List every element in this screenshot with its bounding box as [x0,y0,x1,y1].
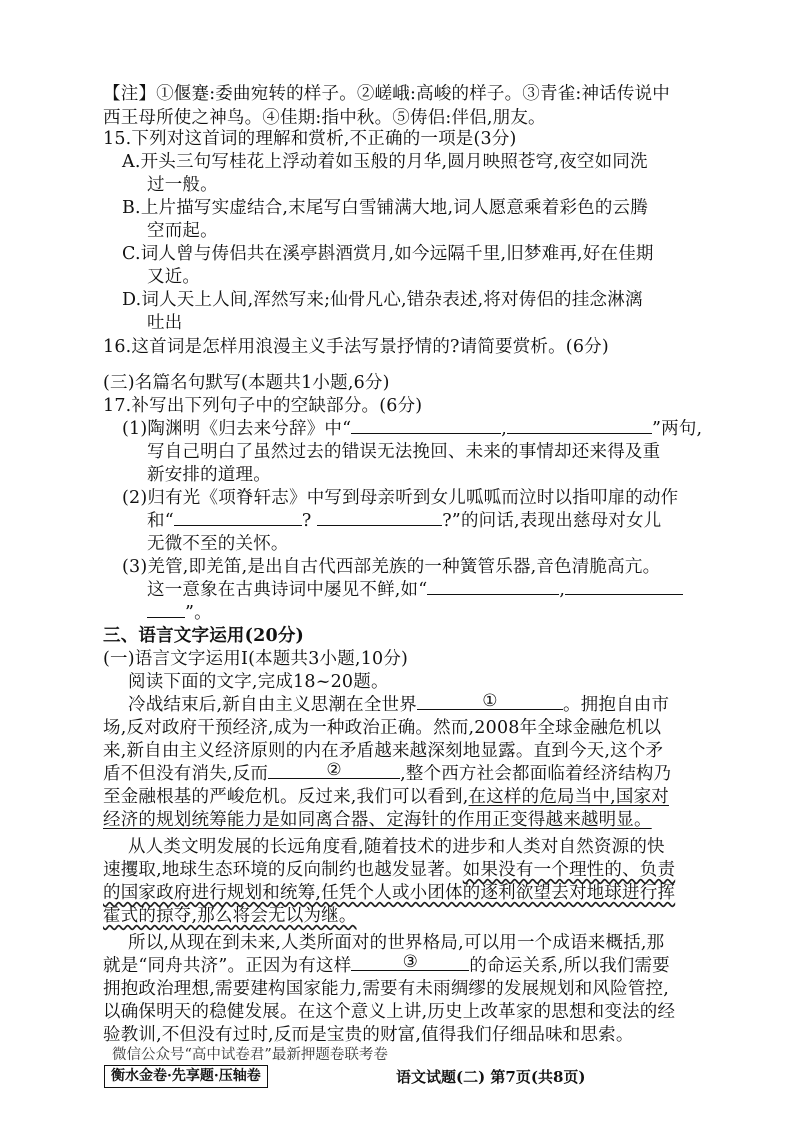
q15-option-d-line1: D.词人天上人间,浑然写来;仙骨凡心,错杂表述,将对俦侣的挂念淋漓 [122,290,643,310]
para1-text: ,整个西方社会都面临着经济结构乃 [400,764,672,784]
note-line-1: 【注】①偃蹇:委曲宛转的样子。②嵯峨:高峻的样子。③青雀:神话传说中 [103,84,670,104]
para2-line2 [103,859,675,881]
q17-item-1-text: (1)陶渊明《归去来兮辞》中“ [122,419,352,439]
note-line-2: 西王母所使之神鸟。④佳期:指中秋。⑤俦侣:伴侣,朋友。 [103,108,546,128]
q15-option-d-line2: 吐出 [147,313,183,333]
underlined-sentence: 在这样的危局当中,国家对 [468,787,669,807]
para1-line3: 来,新自由主义经济原则的内在矛盾越来越深刻地显露。直到今天,这个矛 [103,741,664,761]
q17-item-1-line2: 写自己明白了虽然过去的错误无法挽回、未来的事情却还来得及重 [147,442,661,462]
q15-option-a-line1: A.开头三句写桂花上浮动着如玉般的月华,圆月映照苍穹,夜空如同洗 [122,152,648,172]
reading-instruction: 阅读下面的文字,完成18~20题。 [128,672,389,692]
answer-blank[interactable] [147,602,185,618]
para1-text: 至金融根基的严峻危机。反过来,我们可以看到, [103,787,469,807]
q17-stem: 17.补写出下列句子中的空缺部分。(6分) [103,396,423,416]
footer-brand-box: 衡水金卷·先享题·压轴卷 [104,1065,268,1088]
para3-text: 就是“同舟共济”。正因为有这样 [103,956,352,976]
para2-line3-wavy: 的国家政府进行规划和统筹,任凭个人或小团体的逐利欲望去对地球进行挥 [103,883,676,903]
subsection-1-heading: (一)语言文字运用Ⅰ(本题共3小题,10分) [103,649,409,669]
q17-item-1-line3: 新安排的道理。 [147,465,271,485]
para3-line5: 验教训,不但没有过时,反而是宝贵的财富,值得我们仔细品味和思索。 [103,1025,634,1045]
blank-number: ② [326,760,342,780]
blank-2[interactable] [268,760,400,780]
para3-line2 [103,952,670,977]
question-mark: ? [301,511,312,531]
q15-option-c-line1: C.词人曾与俦侣共在溪亭斟酒赏月,如今远隔千里,旧梦难再,好在佳期 [122,244,654,264]
answer-blank[interactable] [507,418,652,434]
q17-item-3-text: 这一意象在古典诗词中屡见不鲜,如“ [147,580,428,600]
section-3-heading: (三)名篇名句默写(本题共1小题,6分) [103,373,390,393]
para1-text: 。拥抱自由市 [562,695,670,715]
wavy-underlined-sentence: 如果没有一个理性的、负责 [462,860,676,880]
q15-option-b-line1: B.上片描写实虚结合,末尾写白雪铺满大地,词人愿意乘着彩色的云腾 [122,198,648,218]
answer-blank[interactable] [317,510,442,526]
answer-blank[interactable] [351,418,501,434]
q17-item-3-tail: ”。 [185,603,212,623]
para1-line4 [103,760,672,785]
answer-blank[interactable] [174,510,302,526]
blank-1[interactable] [417,691,563,711]
q17-item-1-tail: ”两句, [652,419,703,439]
para3-line3: 拥抱政治理想,需要建构国家能力,需要有未雨绸缪的发展规划和风险管控, [103,979,669,999]
blank-number: ① [482,691,498,711]
answer-blank[interactable] [565,579,683,595]
para2-line4-wavy: 霍式的掠夺,那么将会无以为继。 [103,906,357,926]
para1-line6-underlined: 经济的规划统筹能力是如同离合器、定海针的作用正变得越来越明显。 [103,810,652,830]
q17-item-2-text: 和“ [147,511,174,531]
q15-option-a-line2: 过一般。 [147,175,218,195]
q17-item-3: (3)羌管,即羌笛,是出自古代西部羌族的一种簧管乐器,音色清脆高亢。 [122,557,661,577]
para3-text: 的命运关系,所以我们需要 [469,956,670,976]
para1-line1 [128,691,670,716]
blank-number: ③ [402,952,419,972]
q17-item-2-line2 [147,510,661,532]
para1-text: 冷战结束后,新自由主义思潮在全世界 [128,695,417,715]
q17-item-3-line2 [147,579,683,601]
comma: , [501,419,508,439]
q15-option-c-line2: 又近。 [147,267,201,287]
para1-text: 盾不但没有消失,反而 [103,764,269,784]
para1-line5 [103,786,669,808]
q16-stem: 16.这首词是怎样用浪漫主义手法写景抒情的?请简要赏析。(6分) [103,337,609,357]
footer-page-number: 语文试题(二) 第7页(共8页) [396,1068,586,1086]
comma: , [559,580,566,600]
para3-line1: 所以,从现在到未来,人类所面对的世界格局,可以用一个成语来概括,那 [128,933,665,953]
para2-line1: 从人类文明发展的长远角度看,随着技术的进步和人类对自然资源的快 [128,837,665,857]
q17-item-2-tail: ?”的问话,表现出慈母对女儿 [442,511,662,531]
q17-item-2-line3: 无微不至的关怀。 [147,534,289,554]
footer-watermark-text: 微信公众号“高中试卷君”最新押题卷联考卷 [112,1047,388,1063]
answer-blank[interactable] [427,579,559,595]
q15-stem: 15.下列对这首词的理解和赏析,不正确的一项是(3分) [103,129,517,149]
blank-3[interactable] [351,952,469,972]
para1-line2: 场,反对政府干预经济,成为一种政治正确。然而,2008年全球金融危机以 [103,718,662,738]
part-3-heading: 三、语言文字运用(20分) [103,626,305,646]
q17-item-3-line3 [147,602,212,624]
q15-option-b-line2: 空而起。 [147,221,218,241]
para2-text: 速攫取,地球生态环境的反向制约也越发显著。 [103,860,463,880]
q17-item-1 [122,418,702,440]
q17-item-2: (2)归有光《项脊轩志》中写到母亲听到女儿呱呱而泣时以指叩扉的动作 [122,488,679,508]
para3-line4: 以确保明天的稳健发展。在这个意义上讲,历史上改革家的思想和变法的经 [103,1002,676,1022]
